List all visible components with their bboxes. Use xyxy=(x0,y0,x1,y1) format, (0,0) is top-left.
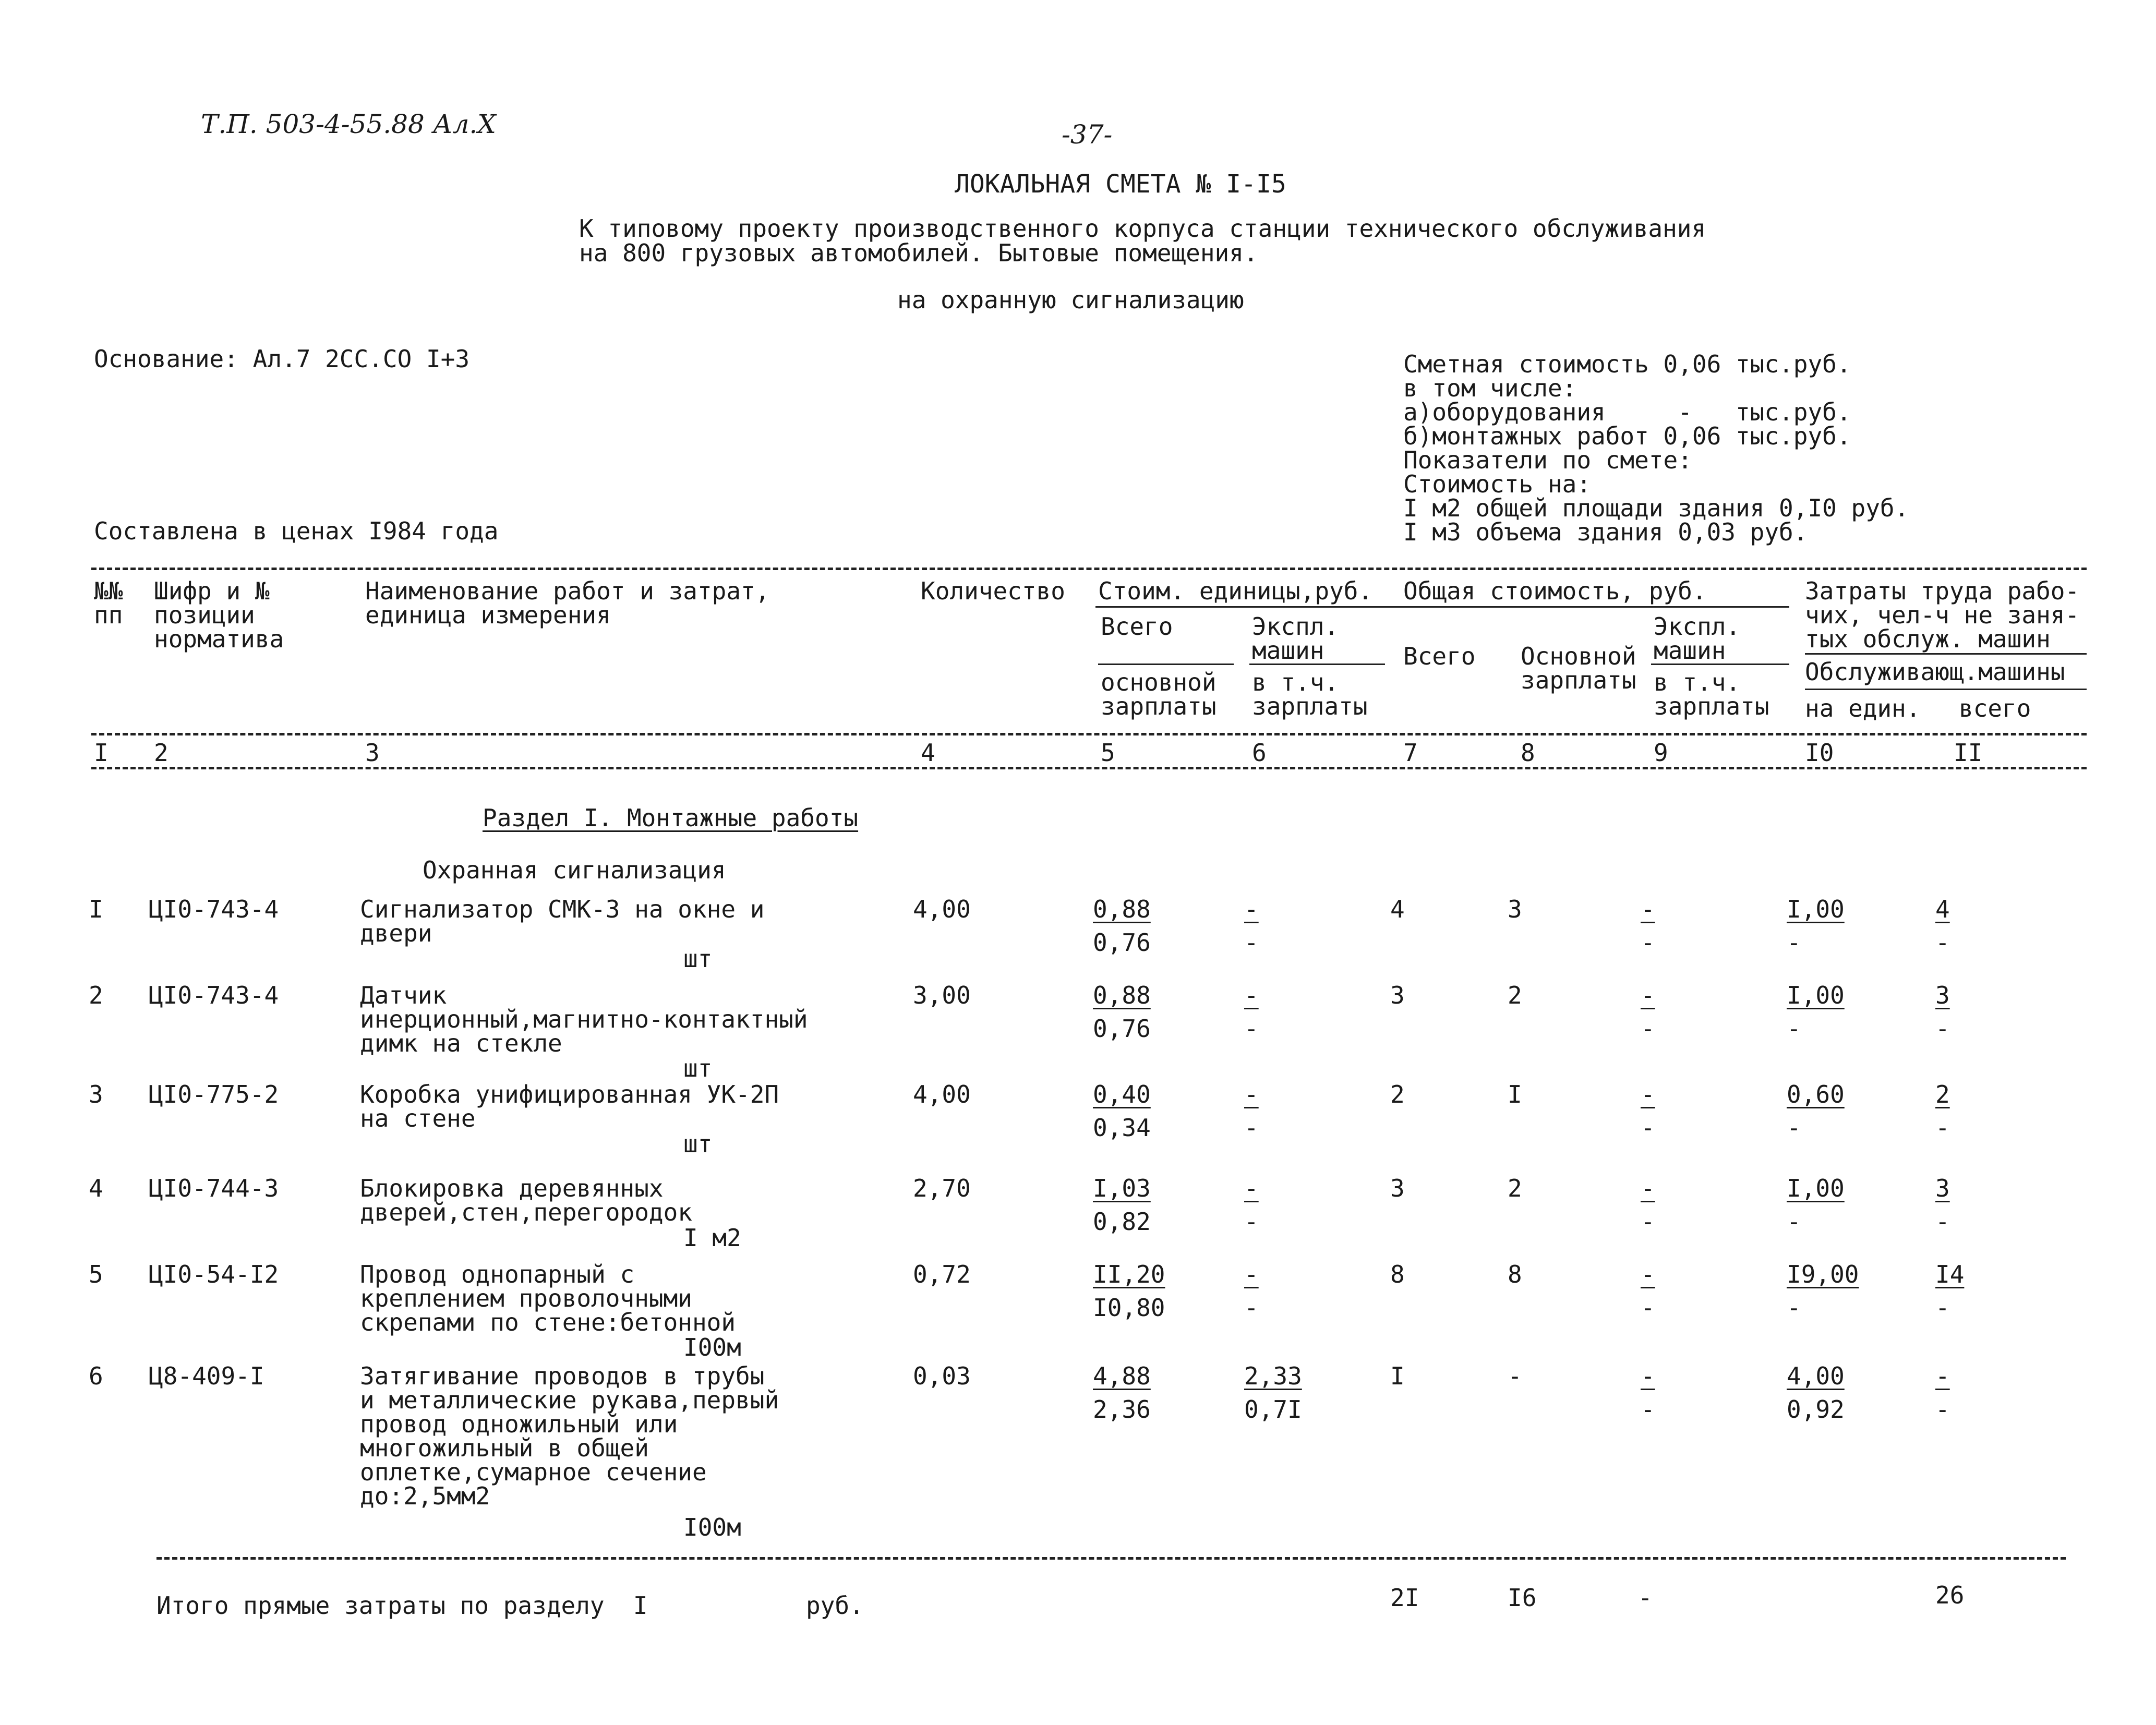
row-col9-salary: - xyxy=(1641,1208,1655,1236)
header-rule xyxy=(1805,689,2087,690)
header-rule xyxy=(1651,664,1789,665)
row-col6-salary: 0,7I xyxy=(1244,1395,1302,1424)
summary-line: Сметная стоимость 0,06 тыс.руб. xyxy=(1403,350,1851,378)
summary-line: Стоимость на: xyxy=(1403,470,1592,498)
total-col7: 2I xyxy=(1390,1584,1419,1612)
row-col9-machines: - xyxy=(1641,1080,1655,1108)
row-col7: 2 xyxy=(1390,1080,1405,1108)
row-col9-machines: - xyxy=(1641,1174,1655,1202)
row-col10-sub: - xyxy=(1787,1208,1801,1236)
page-number: -37- xyxy=(1062,119,1113,150)
row-col11-sub: - xyxy=(1935,1208,1950,1236)
row-col9-salary: - xyxy=(1641,1395,1655,1424)
row-col5-salary: 2,36 xyxy=(1093,1395,1151,1424)
row-code: ЦI0-744-3 xyxy=(149,1174,279,1202)
row-col9-salary: - xyxy=(1641,928,1655,957)
row-col9-machines: - xyxy=(1641,1260,1655,1288)
row-col6-salary: - xyxy=(1244,1294,1259,1322)
basis: Основание: Ал.7 2СС.СО I+3 xyxy=(94,345,470,373)
row-number: 6 xyxy=(89,1362,103,1390)
row-col8: 3 xyxy=(1508,895,1522,923)
col-name-header: Наименование работ и затрат, единица измерения xyxy=(365,577,770,629)
prices-note: Составлена в ценах I984 года xyxy=(94,517,499,545)
row-code: ЦI0-743-4 xyxy=(149,895,279,923)
col-number: 6 xyxy=(1252,739,1267,767)
row-col6-machines: - xyxy=(1244,981,1259,1009)
row-col11-total: 2 xyxy=(1935,1080,1950,1108)
col-code-header: Шифр и № позиции норматива xyxy=(154,577,284,653)
total-label: Итого прямые затраты по разделу I xyxy=(156,1591,648,1620)
col9-machines-header: Экспл. машин xyxy=(1654,612,1741,665)
row-col5-salary: 0,76 xyxy=(1093,928,1151,957)
row-number: 2 xyxy=(89,981,103,1009)
row-code: ЦI0-775-2 xyxy=(149,1080,279,1108)
col-number: 4 xyxy=(921,739,935,767)
row-qty: 2,70 xyxy=(913,1174,971,1202)
row-col10-per-unit: 4,00 xyxy=(1787,1362,1845,1390)
col-num-header: №№ пп xyxy=(94,577,123,629)
row-unit: шт xyxy=(683,1130,713,1158)
header-rule xyxy=(1805,653,2087,655)
row-col7: I xyxy=(1390,1362,1405,1390)
row-col6-machines: - xyxy=(1244,1260,1259,1288)
row-col10-sub: 0,92 xyxy=(1787,1395,1845,1424)
row-qty: 3,00 xyxy=(913,981,971,1009)
col-labor-header: Затраты труда рабо- чих, чел-ч не заня- тых обслуж. машин xyxy=(1805,577,2080,653)
row-name: Коробка унифицированная УК-2П на стене xyxy=(360,1080,779,1132)
row-name: Блокировка деревянных дверей,стен,перегородок xyxy=(360,1174,692,1226)
row-col11-sub: - xyxy=(1935,1294,1950,1322)
row-col9-machines: - xyxy=(1641,981,1655,1009)
row-col11-total: - xyxy=(1935,1362,1950,1390)
row-col8: 8 xyxy=(1508,1260,1522,1288)
row-col5-total: 0,88 xyxy=(1093,895,1151,923)
row-code: ЦI0-54-I2 xyxy=(149,1260,279,1288)
row-col6-machines: - xyxy=(1244,1080,1259,1108)
row-unit: I м2 xyxy=(683,1224,741,1252)
row-number: 5 xyxy=(89,1260,103,1288)
row-name: Датчик инерционный,магнитно-контактный димк на стекле xyxy=(360,981,808,1057)
row-col11-total: 3 xyxy=(1935,1174,1950,1202)
total-col8: I6 xyxy=(1508,1584,1537,1612)
row-col9-salary: - xyxy=(1641,1114,1655,1142)
row-unit: шт xyxy=(683,1054,713,1082)
row-name: Провод однопарный с креплением проволочными скрепами по стене:бетонной xyxy=(360,1260,736,1336)
row-col11-sub: - xyxy=(1935,1114,1950,1142)
row-col11-total: 4 xyxy=(1935,895,1950,923)
row-qty: 4,00 xyxy=(913,895,971,923)
row-number: 4 xyxy=(89,1174,103,1202)
col9-salary-header: в т.ч. зарплаты xyxy=(1654,668,1769,720)
row-col10-sub: - xyxy=(1787,928,1801,957)
total-currency: руб. xyxy=(806,1591,864,1620)
row-col5-total: 4,88 xyxy=(1093,1362,1151,1390)
row-col11-total: 3 xyxy=(1935,981,1950,1009)
col-unit-cost-header: Стоим. единицы,руб. xyxy=(1098,577,1373,605)
row-col7: 4 xyxy=(1390,895,1405,923)
total-rule xyxy=(156,1557,2066,1560)
row-col5-salary: 0,82 xyxy=(1093,1208,1151,1236)
row-col8: 2 xyxy=(1508,981,1522,1009)
col6-machines-header: Экспл. машин xyxy=(1252,612,1339,665)
row-col10-sub: - xyxy=(1787,1114,1801,1142)
col-number: 7 xyxy=(1403,739,1418,767)
row-col7: 8 xyxy=(1390,1260,1405,1288)
summary-line: Показатели по смете: xyxy=(1403,446,1692,474)
header-rule xyxy=(1249,664,1385,665)
col-number: II xyxy=(1954,739,1983,767)
col5-total-header: Всего xyxy=(1101,612,1173,641)
row-code: ЦI0-743-4 xyxy=(149,981,279,1009)
section-title: Раздел I. Монтажные работы xyxy=(483,804,859,832)
row-col6-salary: - xyxy=(1244,1114,1259,1142)
row-name: Сигнализатор СМК-3 на окне и двери xyxy=(360,895,765,947)
row-col10-sub: - xyxy=(1787,1015,1801,1043)
subtitle-line-1: К типовому проекту производственного корпуса станции технического обслуживания xyxy=(579,214,1706,243)
header-rule xyxy=(1095,606,1789,608)
row-col7: 3 xyxy=(1390,1174,1405,1202)
handwritten-code: Т.П. 503-4-55.88 Ал.Х xyxy=(201,109,496,139)
row-col9-salary: - xyxy=(1641,1294,1655,1322)
row-unit: шт xyxy=(683,945,713,973)
row-col9-machines: - xyxy=(1641,895,1655,923)
col-number: 9 xyxy=(1654,739,1668,767)
row-col11-sub: - xyxy=(1935,1395,1950,1424)
row-col7: 3 xyxy=(1390,981,1405,1009)
row-col10-per-unit: I,00 xyxy=(1787,981,1845,1009)
row-col6-salary: - xyxy=(1244,1208,1259,1236)
row-col9-salary: - xyxy=(1641,1015,1655,1043)
col11-header: всего xyxy=(1959,694,2031,722)
row-col9-machines: - xyxy=(1641,1362,1655,1390)
col10-header: на един. xyxy=(1805,694,1921,722)
total-col11: 26 xyxy=(1935,1581,1965,1609)
row-col5-total: II,20 xyxy=(1093,1260,1165,1288)
row-number: I xyxy=(89,895,103,923)
summary-line: а)оборудования - тыс.руб. xyxy=(1403,398,1851,426)
row-col6-machines: - xyxy=(1244,1174,1259,1202)
row-col10-per-unit: I9,00 xyxy=(1787,1260,1859,1288)
row-col6-salary: - xyxy=(1244,1015,1259,1043)
row-col5-salary: 0,76 xyxy=(1093,1015,1151,1043)
col-number: I xyxy=(94,739,109,767)
row-qty: 4,00 xyxy=(913,1080,971,1108)
row-col6-salary: - xyxy=(1244,928,1259,957)
row-col11-total: I4 xyxy=(1935,1260,1965,1288)
summary-line: I м3 объема здания 0,03 руб. xyxy=(1403,518,1808,546)
row-col11-sub: - xyxy=(1935,928,1950,957)
col-total-cost-header: Общая стоимость, руб. xyxy=(1403,577,1707,605)
row-col5-total: 0,88 xyxy=(1093,981,1151,1009)
summary-line: в том числе: xyxy=(1403,374,1577,402)
table-top-rule xyxy=(91,568,2087,570)
col-number: I0 xyxy=(1805,739,1834,767)
summary-line: I м2 общей площади здания 0,I0 руб. xyxy=(1403,494,1909,522)
col-serving-header: Обслуживающ.машины xyxy=(1805,658,2065,686)
row-col10-sub: - xyxy=(1787,1294,1801,1322)
row-unit: I00м xyxy=(683,1333,741,1361)
row-col5-salary: I0,80 xyxy=(1093,1294,1165,1322)
row-qty: 0,03 xyxy=(913,1362,971,1390)
col-qty-header: Количество xyxy=(921,577,1065,605)
row-col6-machines: 2,33 xyxy=(1244,1362,1302,1390)
row-qty: 0,72 xyxy=(913,1260,971,1288)
document-title: ЛОКАЛЬНАЯ СМЕТА № I-I5 xyxy=(955,170,1286,199)
col-number: 8 xyxy=(1521,739,1535,767)
col-number: 2 xyxy=(154,739,168,767)
header-rule xyxy=(1098,664,1234,665)
col-number: 5 xyxy=(1101,739,1115,767)
subtitle-line-3: на охранную сигнализацию xyxy=(897,286,1244,314)
row-col10-per-unit: I,00 xyxy=(1787,895,1845,923)
row-col5-total: I,03 xyxy=(1093,1174,1151,1202)
header-bottom-rule xyxy=(91,733,2087,735)
row-col8: 2 xyxy=(1508,1174,1522,1202)
col6-salary-header: в т.ч. зарплаты xyxy=(1252,668,1368,720)
row-code: Ц8-409-I xyxy=(149,1362,264,1390)
col8-header: Основной зарплаты xyxy=(1521,642,1636,694)
col-number: 3 xyxy=(365,739,380,767)
row-name: Затягивание проводов в трубы и металлические рукава,первый провод одножильный или многожильный в общей оплетке,сумарное сечение до:2,5мм2 xyxy=(360,1362,779,1510)
col-number-rule xyxy=(91,767,2087,769)
row-col5-total: 0,40 xyxy=(1093,1080,1151,1108)
row-col8: - xyxy=(1508,1362,1522,1390)
summary-line: б)монтажных работ 0,06 тыс.руб. xyxy=(1403,422,1851,450)
col5-salary-header: основной зарплаты xyxy=(1101,668,1216,720)
row-col10-per-unit: 0,60 xyxy=(1787,1080,1845,1108)
row-unit: I00м xyxy=(683,1513,741,1541)
row-col5-salary: 0,34 xyxy=(1093,1114,1151,1142)
subsection-title: Охранная сигнализация xyxy=(423,856,726,884)
total-col9: - xyxy=(1638,1584,1653,1612)
col7-header: Всего xyxy=(1403,642,1476,670)
row-col11-sub: - xyxy=(1935,1015,1950,1043)
row-col8: I xyxy=(1508,1080,1522,1108)
subtitle-line-2: на 800 грузовых автомобилей. Бытовые помещения. xyxy=(579,239,1258,267)
row-col10-per-unit: I,00 xyxy=(1787,1174,1845,1202)
row-col6-machines: - xyxy=(1244,895,1259,923)
row-number: 3 xyxy=(89,1080,103,1108)
